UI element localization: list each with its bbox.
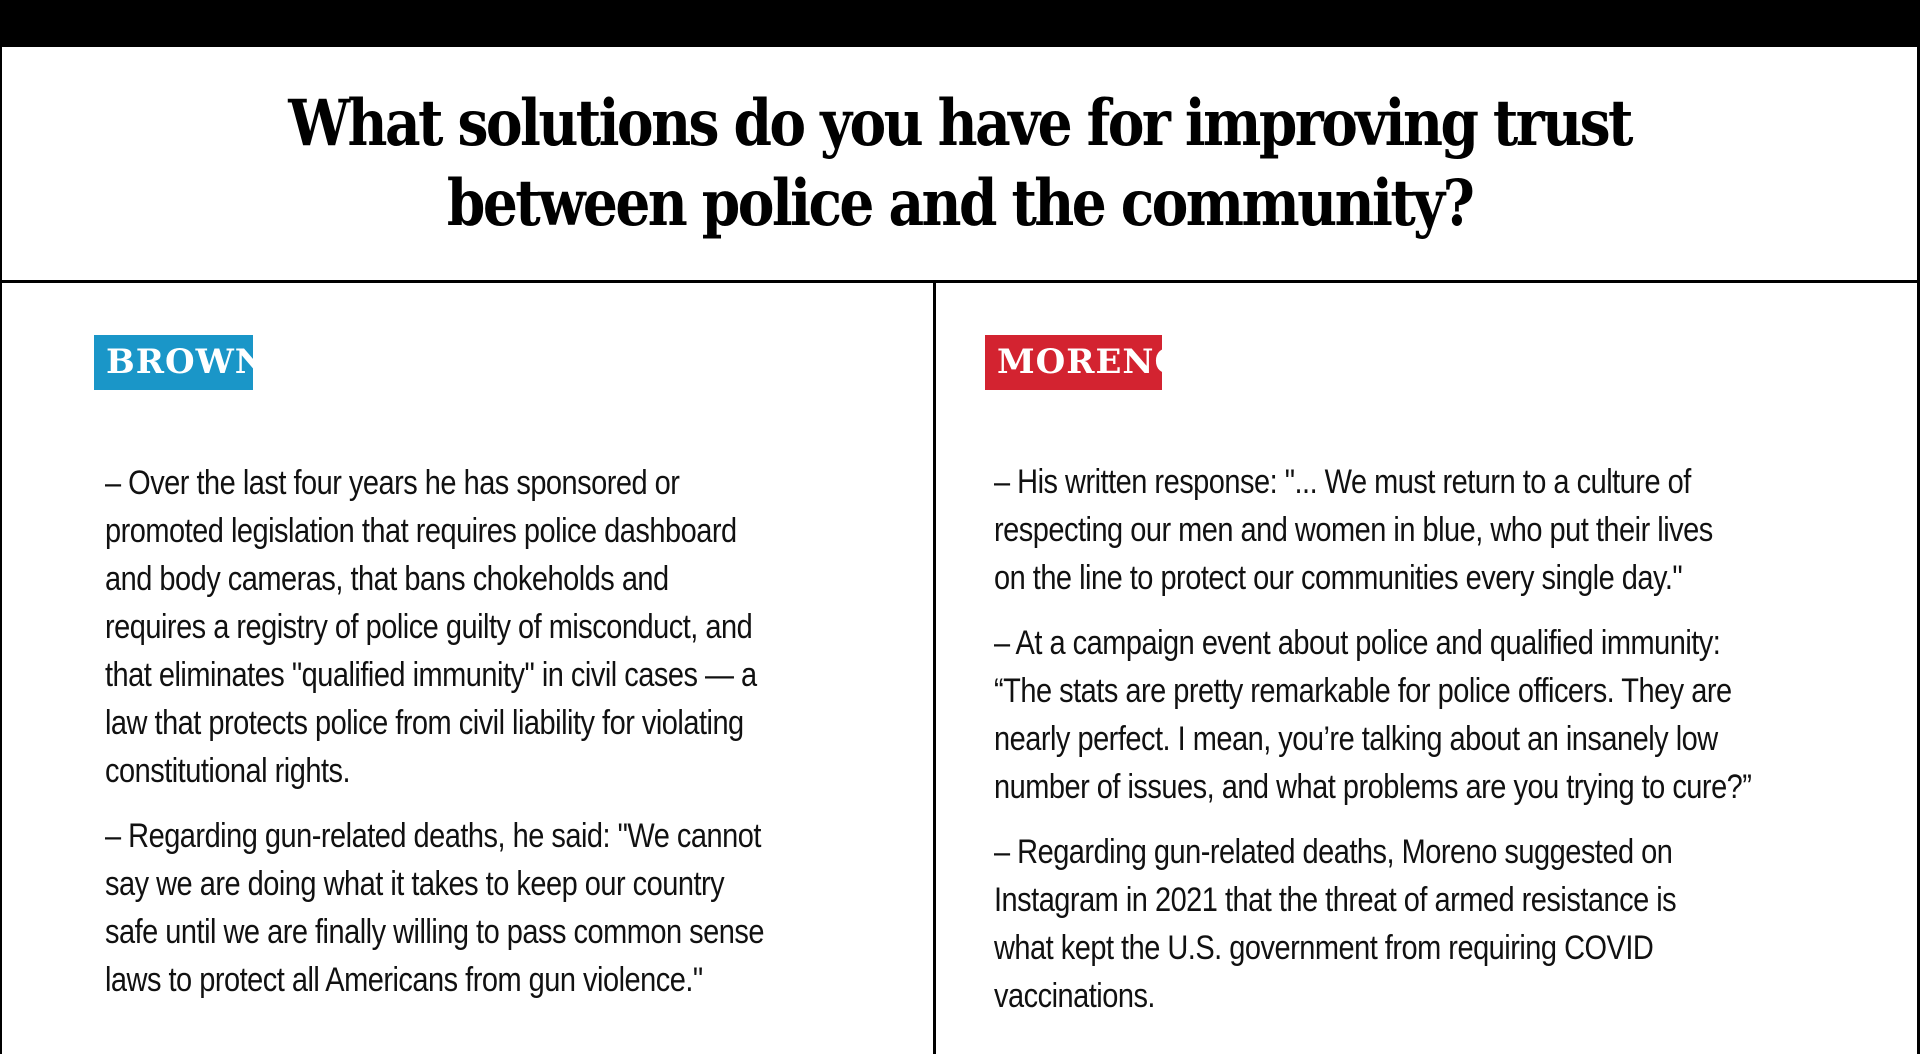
brown-paragraph-2 bbox=[105, 812, 764, 1004]
text-line: law that protects police from civil liability for violating bbox=[105, 704, 744, 742]
text-line: – Over the last four years he has sponsored or bbox=[105, 464, 680, 502]
text-line: – At a campaign event about police and qualified immunity: bbox=[994, 624, 1721, 662]
comparison-card bbox=[0, 47, 1917, 1054]
moreno-name-badge: MORENO bbox=[985, 335, 1162, 390]
text-line: safe until we are finally willing to pass common sense bbox=[105, 913, 764, 951]
text-line: say we are doing what it takes to keep our country bbox=[105, 865, 725, 903]
text-line: that eliminates "qualified immunity" in civil cases — a bbox=[105, 656, 757, 694]
moreno-paragraph-1 bbox=[994, 458, 1751, 602]
text-line: promoted legislation that requires police dashboard bbox=[105, 512, 737, 550]
text-line: “The stats are pretty remarkable for police officers. They are bbox=[994, 672, 1732, 710]
question-header bbox=[2, 47, 1917, 283]
moreno-response bbox=[994, 458, 1751, 1037]
text-line: on the line to protect our communities every single day." bbox=[994, 559, 1683, 597]
brown-name-badge: BROWN bbox=[94, 335, 253, 390]
text-line: laws to protect all Americans from gun violence." bbox=[105, 961, 703, 999]
text-line: nearly perfect. I mean, you’re talking about an insanely low bbox=[994, 720, 1718, 758]
brown-paragraph-1 bbox=[105, 459, 764, 795]
text-line: vaccinations. bbox=[994, 977, 1155, 1015]
text-line: requires a registry of police guilty of misconduct, and bbox=[105, 608, 753, 646]
text-line: constitutional rights. bbox=[105, 752, 351, 790]
brown-response bbox=[105, 459, 764, 1021]
text-line: – His written response: "... We must return to a culture of bbox=[994, 463, 1691, 501]
text-line: – Regarding gun-related deaths, he said: "We cannot bbox=[105, 817, 761, 855]
moreno-paragraph-3 bbox=[994, 828, 1751, 1020]
question-title bbox=[288, 84, 1631, 244]
question-title-line-1: What solutions do you have for improving trust bbox=[288, 85, 1631, 161]
text-line: number of issues, and what problems are you trying to cure?” bbox=[994, 768, 1752, 806]
moreno-paragraph-2 bbox=[994, 619, 1751, 811]
text-line: – Regarding gun-related deaths, Moreno suggested on bbox=[994, 833, 1673, 871]
column-divider bbox=[933, 283, 936, 1054]
text-line: what kept the U.S. government from requiring COVID bbox=[994, 929, 1654, 967]
text-line: and body cameras, that bans chokeholds and bbox=[105, 560, 669, 598]
text-line: respecting our men and women in blue, who put their lives bbox=[994, 511, 1713, 549]
question-title-line-2: between police and the community? bbox=[446, 165, 1473, 241]
text-line: Instagram in 2021 that the threat of armed resistance is bbox=[994, 881, 1677, 919]
